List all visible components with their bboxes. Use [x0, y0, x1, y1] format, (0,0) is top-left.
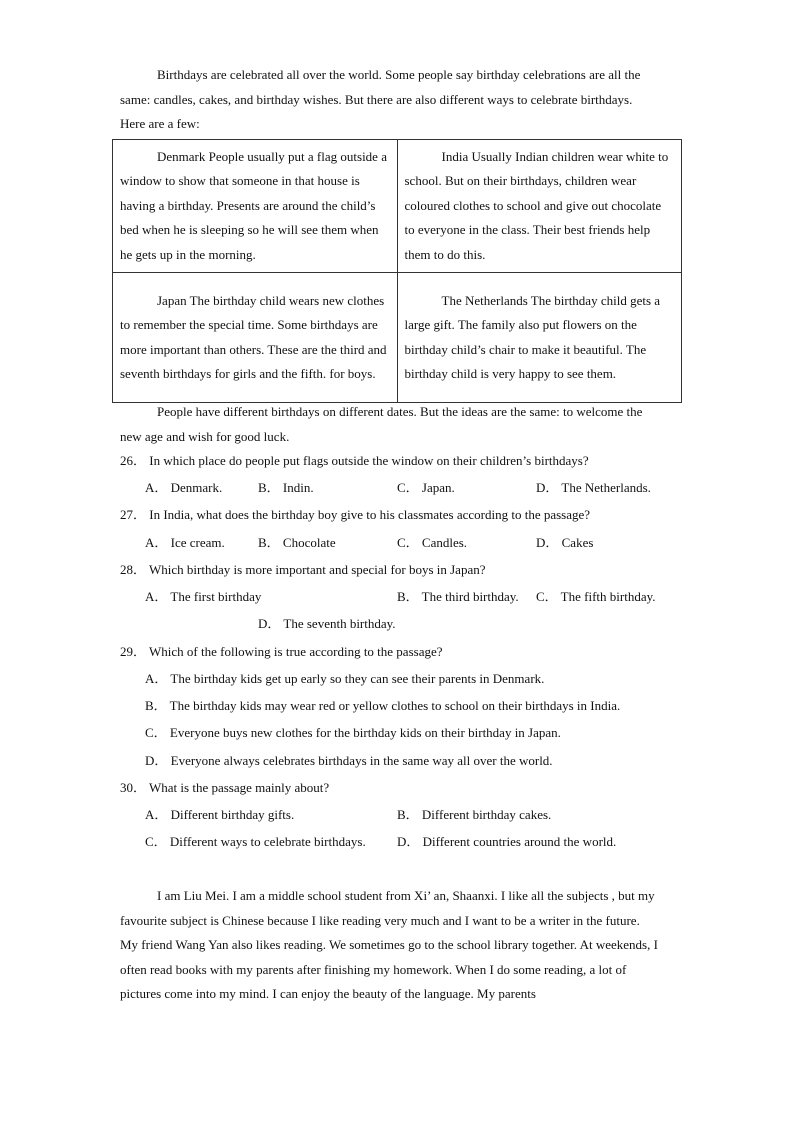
question-29: 29． Which of the following is true according to the passage?	[120, 644, 443, 659]
q30-option-a: A． Different birthday gifts.	[145, 807, 295, 822]
q29-option-c: C． Everyone buys new clothes for the birthday kids on their birthday in Japan.	[145, 725, 561, 740]
cell-denmark: Denmark People usually put a flag outside a window to show that someone in that house is having a birthday. Presents are around the child’s bed when he is sleeping so he will see them when he gets up in the morning.	[113, 140, 398, 273]
q27-option-b: B． Chocolate	[258, 535, 336, 550]
q29-option-b: B． The birthday kids may wear red or yellow clothes to school on their birthdays in India.	[145, 698, 621, 713]
q28-option-d: D． The seventh birthday.	[258, 616, 396, 631]
q27-option-d: D． Cakes	[536, 535, 594, 550]
passage1-intro: Birthdays are celebrated all over the world. Some people say birthday celebrations are all the same: candles, cakes, and birthday wishes. But there are also different ways to celebrate birthdays. Here are a few:	[120, 67, 641, 131]
cell-japan: Japan The birthday child wears new clothes to remember the special time. Some birthdays are more important than others. These are the third and seventh birthdays for girls and the fifth. for boys.	[113, 273, 398, 403]
q28-option-c: C． The fifth birthday.	[536, 589, 656, 604]
q30-option-c: C． Different ways to celebrate birthdays.	[145, 834, 366, 849]
q26-option-a: A． Denmark.	[145, 480, 223, 495]
q30-option-b: B． Different birthday cakes.	[397, 807, 552, 822]
question-27: 27． In India, what does the birthday boy give to his classmates according to the passage?	[120, 507, 591, 522]
cell-india: India Usually Indian children wear white to school. But on their birthdays, children wear coloured clothes to school and give out chocolate to everyone in the class. Their best friends help them to do this.	[397, 140, 682, 273]
q27-option-c: C． Candles.	[397, 535, 468, 550]
q26-option-c: C． Japan.	[397, 480, 455, 495]
q28-option-a: A． The first birthday	[145, 589, 262, 604]
q30-option-d: D． Different countries around the world.	[397, 834, 617, 849]
customs-table	[112, 139, 682, 403]
q29-option-a: A． The birthday kids get up early so they can see their parents in Denmark.	[145, 671, 545, 686]
q27-option-a: A． Ice cream.	[145, 535, 225, 550]
q29-option-d: D． Everyone always celebrates birthdays in the same way all over the world.	[145, 753, 553, 768]
cell-netherlands: The Netherlands The birthday child gets a large gift. The family also put flowers on the birthday child’s chair to make it beautiful. The birthday child is very happy to see them.	[397, 273, 682, 403]
passage1-outro: People have different birthdays on different dates. But the ideas are the same: to welcome the new age and wish for good luck.	[120, 404, 643, 444]
q26-option-b: B． Indin.	[258, 480, 314, 495]
q28-option-b: B． The third birthday.	[397, 589, 519, 604]
passage2-text: I am Liu Mei. I am a middle school student from Xi’ an, Shaanxi. I like all the subjects , but my favourite subject is Chinese because I like reading very much and I want to be a writer in the future. My friend Wang Yan also likes reading. We sometimes go to the school library together. At weekends, I often read books with my parents after finishing my homework. When I do some reading, a lot of pictures come into my mind. I can enjoy the beauty of the language. My parents	[120, 888, 658, 1001]
q26-option-d: D． The Netherlands.	[536, 480, 651, 495]
question-26: 26． In which place do people put flags outside the window on their children’s birthdays?	[120, 453, 589, 468]
question-30: 30． What is the passage mainly about?	[120, 780, 330, 795]
question-28: 28． Which birthday is more important and special for boys in Japan?	[120, 562, 486, 577]
